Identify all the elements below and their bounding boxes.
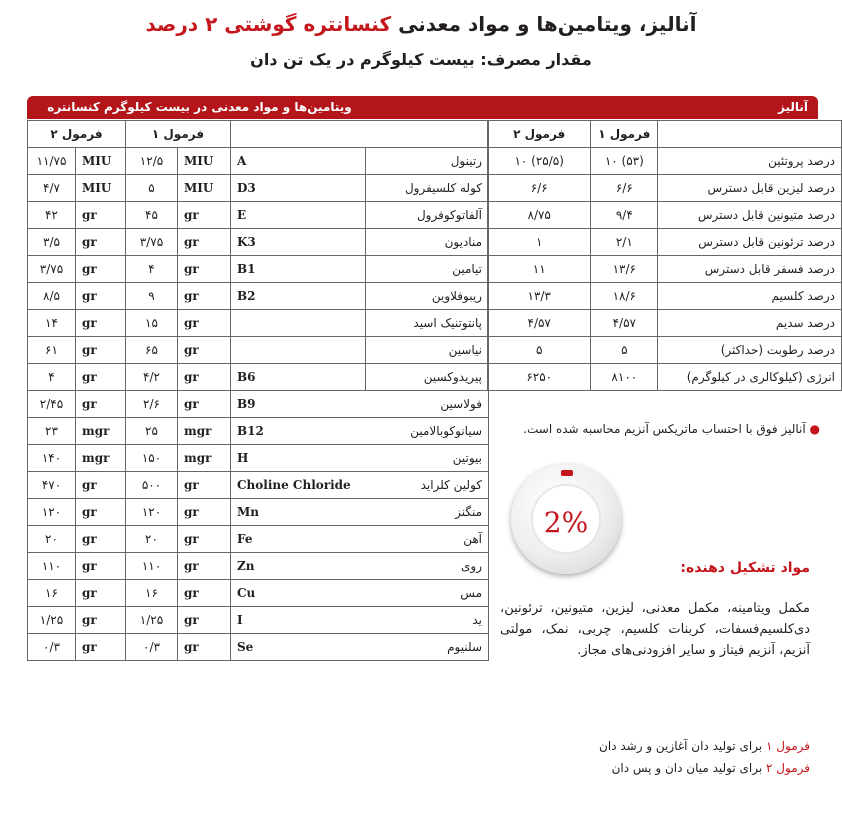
table-row — [488, 364, 842, 391]
formula1-unit: gr — [178, 472, 231, 499]
badge-text: 2% — [543, 506, 589, 539]
formula1-unit: gr — [178, 526, 231, 553]
formula2-unit: gr — [76, 607, 126, 634]
empty-header-cell — [231, 121, 489, 148]
formula2-value: ۱۴۰ — [28, 445, 76, 472]
formula2-unit: gr — [76, 391, 126, 418]
formula2-unit: gr — [76, 337, 126, 364]
analysis-formula1-value: ۸۱۰۰ — [591, 364, 658, 391]
analysis-table — [487, 120, 842, 391]
analysis-label: درصد لیزین قابل دسترس — [658, 175, 842, 202]
nutrient-code: B6 — [231, 364, 366, 391]
formula1-value: ۵۰۰ — [126, 472, 178, 499]
formula1-unit: gr — [178, 229, 231, 256]
formula1-value: ۱۲۰ — [126, 499, 178, 526]
table-row — [28, 634, 489, 661]
formula1-value: ۲۰ — [126, 526, 178, 553]
formula1-unit: gr — [178, 256, 231, 283]
formula2-value: ۴ — [28, 364, 76, 391]
analysis-formula1-value: ۶/۶ — [591, 175, 658, 202]
formula2-value: ۲/۴۵ — [28, 391, 76, 418]
nutrient-code: Choline Chloride — [231, 472, 366, 499]
formula2-value: ۴۲ — [28, 202, 76, 229]
formula1-unit: mgr — [178, 445, 231, 472]
formula2-unit: gr — [76, 499, 126, 526]
nutrient-code: Zn — [231, 553, 366, 580]
nutrient-code: H — [231, 445, 366, 472]
formula1-unit: gr — [178, 202, 231, 229]
nutrient-name: سیانوکوبالامین — [366, 418, 489, 445]
formula1-unit: gr — [178, 553, 231, 580]
analysis-formula1-value: ۲/۱ — [591, 229, 658, 256]
analysis-formula1-value: ۴/۵۷ — [591, 310, 658, 337]
formula2-unit: gr — [76, 256, 126, 283]
formula2-value: ۴۷۰ — [28, 472, 76, 499]
formula1-value: ۱۵ — [126, 310, 178, 337]
table-row — [28, 526, 489, 553]
formula1-value: ۱۵۰ — [126, 445, 178, 472]
analysis-formula2-value: ۱۰ (۲۵/۵) — [488, 148, 591, 175]
badge-marker — [561, 470, 573, 476]
table-row — [28, 256, 489, 283]
formula2-value: ۱۱۰ — [28, 553, 76, 580]
empty-header-cell — [658, 121, 842, 148]
table-row — [28, 310, 489, 337]
table-row — [28, 202, 489, 229]
nutrient-name: فولاسین — [366, 391, 489, 418]
table-row — [28, 580, 489, 607]
analysis-label: درصد سدیم — [658, 310, 842, 337]
analysis-formula1-value: ۱۰ (۵۳) — [591, 148, 658, 175]
analysis-label: درصد پروتئین — [658, 148, 842, 175]
formula1-unit: gr — [178, 634, 231, 661]
formula2-unit: gr — [76, 283, 126, 310]
formula2-value: ۱۲۰ — [28, 499, 76, 526]
legend-formula2 — [480, 761, 810, 775]
formula1-value: ۱/۲۵ — [126, 607, 178, 634]
table-row — [488, 310, 842, 337]
formula1-header: فرمول ۱ — [126, 121, 231, 148]
table-row — [28, 499, 489, 526]
nutrient-code: I — [231, 607, 366, 634]
nutrient-code: Cu — [231, 580, 366, 607]
formula1-value: ۳/۷۵ — [126, 229, 178, 256]
nutrient-name: کولین کلراید — [366, 472, 489, 499]
nutrient-code — [231, 310, 366, 337]
nutrient-name: تیامین — [366, 256, 489, 283]
formula2-unit: MIU — [76, 148, 126, 175]
formula1-unit: MIU — [178, 148, 231, 175]
page-subtitle: مقدار مصرف: بیست کیلوگرم در یک تن دان — [250, 50, 592, 69]
ingredients-title: مواد تشکیل دهنده: — [680, 560, 810, 576]
vitamins-table — [27, 120, 489, 661]
page-title — [0, 12, 842, 36]
analysis-formula1-header: فرمول ۱ — [591, 121, 658, 148]
nutrient-name: پیریدوکسین — [366, 364, 489, 391]
analysis-label: درصد متیونین قابل دسترس — [658, 202, 842, 229]
table-row — [28, 418, 489, 445]
formula2-value: ۱۶ — [28, 580, 76, 607]
nutrient-name: ید — [366, 607, 489, 634]
analysis-header: آنالیز — [372, 96, 818, 119]
formula1-unit: gr — [178, 283, 231, 310]
formula1-unit: mgr — [178, 418, 231, 445]
nutrient-name: آهن — [366, 526, 489, 553]
title-prefix: آنالیز، ویتامین‌ها و مواد معدنی — [398, 12, 697, 36]
formula2-unit: gr — [76, 526, 126, 553]
analysis-formula-row — [488, 121, 842, 148]
nutrient-code: B1 — [231, 256, 366, 283]
formula2-unit: gr — [76, 202, 126, 229]
nutrient-code: Mn — [231, 499, 366, 526]
formula2-unit: gr — [76, 472, 126, 499]
formula2-unit: gr — [76, 580, 126, 607]
formula1-unit: gr — [178, 310, 231, 337]
formula1-unit: gr — [178, 607, 231, 634]
analysis-formula2-value: ۱۳/۳ — [488, 283, 591, 310]
legend-text: برای تولید دان آغازین و رشد دان — [599, 739, 767, 753]
formula1-unit: gr — [178, 337, 231, 364]
formula1-value: ۹ — [126, 283, 178, 310]
formula2-header: فرمول ۲ — [28, 121, 126, 148]
analysis-formula2-value: ۶/۶ — [488, 175, 591, 202]
analysis-formula2-value: ۴/۵۷ — [488, 310, 591, 337]
nutrient-code — [231, 337, 366, 364]
analysis-formula2-value: ۱ — [488, 229, 591, 256]
formula1-value: ۲/۶ — [126, 391, 178, 418]
legend-text: برای تولید میان دان و پس دان — [611, 761, 767, 775]
nutrient-code: D3 — [231, 175, 366, 202]
formula2-unit: mgr — [76, 445, 126, 472]
title-highlight: کنسانتره گوشتی ۲ درصد — [145, 12, 392, 36]
formula1-unit: gr — [178, 499, 231, 526]
formula1-unit: gr — [178, 580, 231, 607]
nutrient-name: منادیون — [366, 229, 489, 256]
formula1-value: ۱۱۰ — [126, 553, 178, 580]
analysis-formula2-value: ۶۲۵۰ — [488, 364, 591, 391]
formula1-value: ۶۵ — [126, 337, 178, 364]
nutrient-code: B2 — [231, 283, 366, 310]
analysis-label: درصد کلسیم — [658, 283, 842, 310]
percent-badge — [511, 464, 621, 574]
analysis-label: درصد فسفر قابل دسترس — [658, 256, 842, 283]
formula2-unit: gr — [76, 310, 126, 337]
table-row — [488, 229, 842, 256]
formula2-value: ۱۱/۷۵ — [28, 148, 76, 175]
table-row — [488, 283, 842, 310]
nutrient-name: بیوتین — [366, 445, 489, 472]
table-row — [28, 337, 489, 364]
nutrient-name: مس — [366, 580, 489, 607]
analysis-formula2-value: ۸/۷۵ — [488, 202, 591, 229]
legend-label: فرمول ۱ — [766, 739, 810, 753]
formula1-value: ۴ — [126, 256, 178, 283]
table-row — [488, 337, 842, 364]
table-row — [28, 607, 489, 634]
nutrient-code: A — [231, 148, 366, 175]
formula1-value: ۵ — [126, 175, 178, 202]
nutrient-code: Se — [231, 634, 366, 661]
analysis-formula1-value: ۱۳/۶ — [591, 256, 658, 283]
formula2-unit: mgr — [76, 418, 126, 445]
formula1-value: ۴۵ — [126, 202, 178, 229]
formula2-value: ۶۱ — [28, 337, 76, 364]
formula2-value: ۱/۲۵ — [28, 607, 76, 634]
formula2-unit: gr — [76, 634, 126, 661]
legend-label: فرمول ۲ — [766, 761, 810, 775]
analysis-label: درصد رطوبت (حداکثر) — [658, 337, 842, 364]
formula2-unit: gr — [76, 364, 126, 391]
legend-formula1 — [480, 739, 810, 753]
table-row — [28, 391, 489, 418]
analysis-formula1-value: ۹/۴ — [591, 202, 658, 229]
analysis-formula2-value: ۵ — [488, 337, 591, 364]
table-row — [28, 472, 489, 499]
analysis-label: درصد ترئونین قابل دسترس — [658, 229, 842, 256]
nutrient-name: سلنیوم — [366, 634, 489, 661]
formula2-value: ۲۰ — [28, 526, 76, 553]
formula1-value: ۴/۲ — [126, 364, 178, 391]
table-row — [28, 364, 489, 391]
nutrient-code: B9 — [231, 391, 366, 418]
analysis-note — [500, 422, 820, 436]
nutrient-code: E — [231, 202, 366, 229]
formula2-value: ۰/۳ — [28, 634, 76, 661]
formula2-value: ۳/۷۵ — [28, 256, 76, 283]
formula1-value: ۱۶ — [126, 580, 178, 607]
nutrient-code: Fe — [231, 526, 366, 553]
formula2-unit: MIU — [76, 175, 126, 202]
ingredients-text: مکمل ویتامینه، مکمل معدنی، لیزین، متیونین، ترئونین، دی‌کلسیم‌فسفات، کربنات کلسیم، چربی، نمک، مولتی آنزیم، آنزیم فیتاز و سایر افزودنی‌های مجاز. — [500, 601, 810, 658]
nutrient-name: ریبوفلاوین — [366, 283, 489, 310]
formula2-unit: gr — [76, 553, 126, 580]
table-row — [28, 175, 489, 202]
formula1-unit: gr — [178, 391, 231, 418]
table-row — [488, 175, 842, 202]
analysis-label: انرژی (کیلوکالری در کیلوگرم) — [658, 364, 842, 391]
nutrient-name: آلفاتوکوفرول — [366, 202, 489, 229]
nutrient-code: K3 — [231, 229, 366, 256]
formula2-value: ۴/۷ — [28, 175, 76, 202]
table-row — [28, 148, 489, 175]
table-row — [28, 229, 489, 256]
formula1-unit: MIU — [178, 175, 231, 202]
analysis-formula2-value: ۱۱ — [488, 256, 591, 283]
analysis-note-text: آنالیز فوق با احتساب ماتریکس آنزیم محاسبه شده است. — [523, 422, 806, 436]
table-row — [28, 445, 489, 472]
formula1-value: ۰/۳ — [126, 634, 178, 661]
analysis-formula1-value: ۱۸/۶ — [591, 283, 658, 310]
analysis-formula2-header: فرمول ۲ — [488, 121, 591, 148]
vitamins-formula-row — [28, 121, 489, 148]
formula1-value: ۲۵ — [126, 418, 178, 445]
formula1-value: ۱۲/۵ — [126, 148, 178, 175]
table-row — [488, 202, 842, 229]
formula2-value: ۱۴ — [28, 310, 76, 337]
nutrient-name: پانتوتنیک اسید — [366, 310, 489, 337]
formula2-unit: gr — [76, 229, 126, 256]
formula2-value: ۳/۵ — [28, 229, 76, 256]
table-row — [28, 553, 489, 580]
formula2-value: ۸/۵ — [28, 283, 76, 310]
table-row — [28, 283, 489, 310]
formula1-unit: gr — [178, 364, 231, 391]
nutrient-name: نیاسین — [366, 337, 489, 364]
nutrient-name: روی — [366, 553, 489, 580]
analysis-formula1-value: ۵ — [591, 337, 658, 364]
table-row — [488, 148, 842, 175]
nutrient-code: B12 — [231, 418, 366, 445]
table-row — [488, 256, 842, 283]
vitamins-header: ویتامین‌ها و مواد معدنی در بیست کیلوگرم کنسانتره — [27, 96, 372, 119]
nutrient-name: کوله کلسیفرول — [366, 175, 489, 202]
nutrient-name: رتینول — [366, 148, 489, 175]
formula2-value: ۲۳ — [28, 418, 76, 445]
nutrient-name: منگنز — [366, 499, 489, 526]
bullet-icon: ● — [809, 422, 820, 436]
